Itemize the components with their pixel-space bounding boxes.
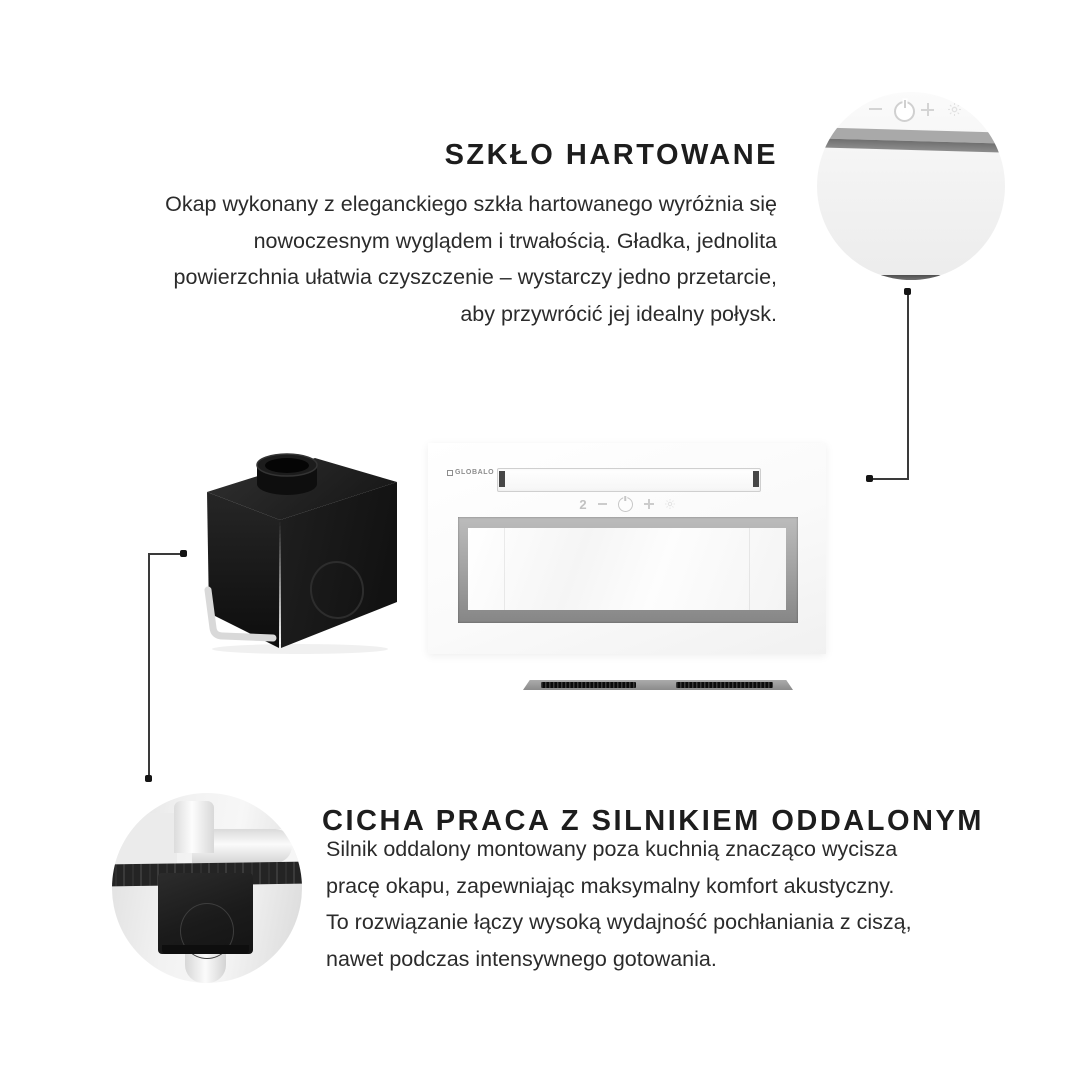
connector-dot [180,550,187,557]
hood-glass-panel [468,528,786,610]
grille-bar [523,680,793,690]
connector-dot [866,475,873,482]
description-line: powierzchnia ułatwia czyszczenie – wystarczy jedno przetarcie, [173,265,777,290]
vent-grille [541,682,636,688]
control-panel-closeup-image [817,92,1005,280]
description-line: nowoczesnym wyglądem i trwałością. Gładka, jednolita [253,228,777,253]
vent-grille [676,682,773,688]
duct-pipe-elbow [174,801,214,853]
quiet-operation-description [326,831,912,977]
connector-line [870,478,909,480]
description-line: aby przywrócić jej idealny połysk. [460,301,777,326]
light-icon [948,103,961,116]
hood-product-image [428,443,826,654]
remote-motor-unit-image [195,450,405,655]
hood-control-panel [428,495,826,513]
tempered-glass-description [165,186,777,332]
power-icon [618,497,633,512]
section-title-quiet-operation: CICHA PRACA Z SILNIKIEM ODDALONYM [322,805,984,838]
speed-display: 2 [579,496,587,512]
installed-motor-box [158,873,253,954]
description-line: To rozwiązanie łączy wysoką wydajność pochłaniania z ciszą, [326,910,912,935]
connector-dot [145,775,152,782]
brand-logo-icon [447,470,453,476]
brand-logo-text: GLOBALO [455,469,495,476]
motor-installation-closeup-image [112,793,302,983]
section-title-tempered-glass: SZKŁO HARTOWANE [444,139,778,172]
light-icon [665,499,675,509]
description-line: Okap wykonany z eleganckiego szkła hartowanego wyróżnia się [165,192,777,216]
minus-icon [598,503,607,505]
plus-icon [644,499,654,509]
brand-logo [447,469,494,476]
plus-icon [921,103,934,116]
motor-access-panel [180,903,234,959]
minus-icon [869,108,882,110]
hood-filter-frame [458,517,798,623]
hood-bottom-edge [876,275,942,280]
description-line: nawet podczas intensywnego gotowania. [326,946,717,971]
description-line: Silnik oddalony montowany poza kuchnią znacząco wycisza [326,837,898,861]
wall-surface [112,813,177,865]
light-bar-end-cap [753,471,759,487]
hood-light-bar [497,468,761,492]
connector-line [148,553,150,779]
connector-dot [904,288,911,295]
light-bar-end-cap [499,471,505,487]
description-line: pracę okapu, zapewniając maksymalny komfort akustyczny. [326,873,895,898]
connector-line [907,293,909,480]
power-icon [894,101,915,122]
